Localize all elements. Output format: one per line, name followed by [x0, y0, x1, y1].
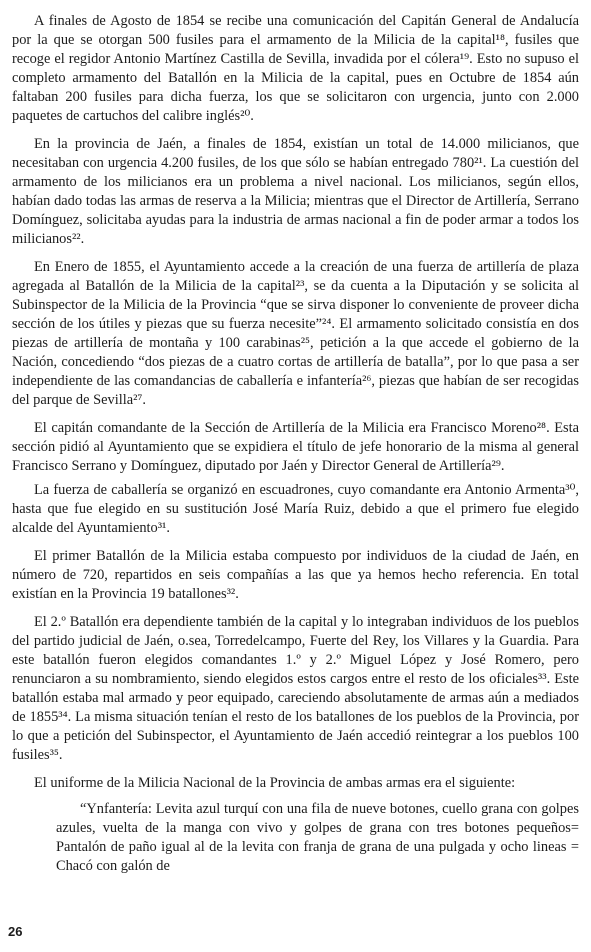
- page-number: 26: [8, 924, 23, 939]
- paragraph-jaen-militia-1854: En la provincia de Jaén, a finales de 1854, existían un total de 14.000 milicianos, que necesitaban con urgencia 4.200 fusiles, de los que sólo se habían entregado 780²¹. La cuestión del armamento de los milicianos era un problema a nivel nacional. Los milicianos, según ellos, habían dado todas las armas de reserva a la Milicia; mientras que el Director de Artillería, Serrano Domínguez, solicitaba ayudas para la industria de armas nacional a fin de poder armar a todos los milicianos²².: [12, 136, 579, 247]
- paragraph-artillery-commander: El capitán comandante de la Sección de Artillería de la Milicia era Francisco Moreno²⁸. Esta sección pidió al Ayuntamiento que se expidiera el título de jefe honorario de la misma al general Francisco Serrano y Domínguez, diputado por Jaén y Director General de Artillería²⁹.: [12, 420, 579, 474]
- paragraph-first-battalion: El primer Batallón de la Milicia estaba compuesto por individuos de la ciudad de Jaén, en número de 720, repartidos en seis compañías a las que ya hemos hecho referencia. En total existían en la Provincia 19 batallones³².: [12, 548, 579, 602]
- paragraph-armament-august-1854: A finales de Agosto de 1854 se recibe una comunicación del Capitán General de Andalucía por la que se otorgan 500 fusiles para el armamento de la Milicia de la capital¹⁸, fusiles que recoge el regidor Antonio Martínez Castilla de Sevilla, invadida por el cólera¹⁹. Esto no supuso el completo armamento del Batallón en la Milicia de la capital, pues en Octubre de 1854 aún faltaban 200 fusiles para dicha fuerza, los que se solicitaron con urgencia, junto con 2.000 paquetes de cartuchos del calibre inglés²⁰.: [12, 13, 579, 124]
- paragraph-second-battalion: El 2.º Batallón era dependiente también de la capital y lo integraban individuos de los pueblos del partido judicial de Jaén, o.sea, Torredelcampo, Fuerte del Rey, los Villares y la Guardia. Para este batallón fueron elegidos comandantes 1.º y 2.º Miguel López y José Romero, pero renunciaron a su nombramiento, siendo elegidos estos cargos entre el resto de los oficiales³³. Este batallón estaba mal armado y peor equipado, careciendo absolutamente de armas aún a mediados de 1855³⁴. La misma situación tenían el resto de los batallones de los pueblos de la Provincia, por lo que a petición del Subinspector, el Ayuntamiento de Jaén accedió reintegrar a los pueblos 100 fusiles³⁵.: [12, 614, 579, 763]
- paragraph-cavalry: La fuerza de caballería se organizó en escuadrones, cuyo comandante era Antonio Armenta³⁰, hasta que fue elegido en su sustitución José María Ruiz, debido a que el primero fue elegido alcalde del Ayuntamiento³¹.: [12, 482, 579, 536]
- body-text: [12, 12, 579, 876]
- paragraph-uniform-intro: El uniforme de la Milicia Nacional de la Provincia de ambas armas era el siguiente:: [34, 775, 516, 791]
- uniform-quote: “Ynfantería: Levita azul turquí con una fila de nueve botones, cuello grana con golpes azules, vuelta de la manga con vivo y golpes de grana con tres botones pequeños= Pantalón de paño igual al de la levita con franja de grana de una pulgada y ocho lineas = Chacó con galón de: [56, 801, 579, 874]
- paragraph-artillery-january-1855: En Enero de 1855, el Ayuntamiento accede a la creación de una fuerza de artillería de plaza agregada al Batallón de la Milicia de la capital²³, se da cuenta a la Diputación y se solicita al Subinspector de la Milicia de la Provincia “que se sirva disponer lo conveniente de proveer dicha sección de los útiles y piezas que su fuerza necesite”²⁴. El armamento solicitado consistía en dos piezas de artillería de montaña y 100 carabinas²⁵, petición a la que accede el gobierno de la Nación, concediendo “dos piezas de a cuatro cortas de artillería de batalla”, por lo que pasa a ser independiente de las comandancias de caballería e infantería²⁶, piezas que habían de ser recogidas del parque de Sevilla²⁷.: [12, 259, 579, 408]
